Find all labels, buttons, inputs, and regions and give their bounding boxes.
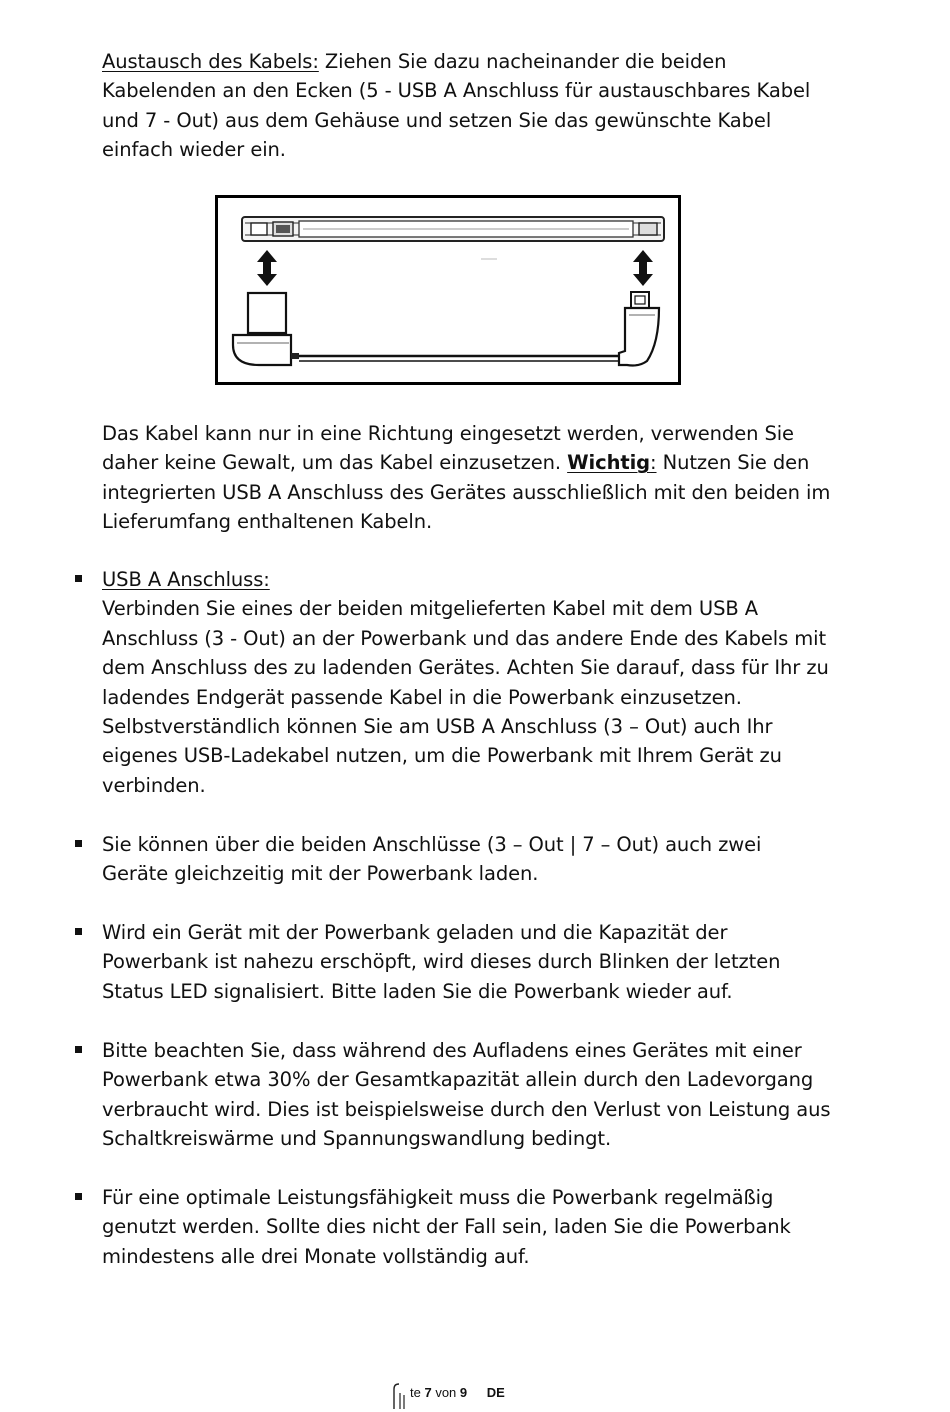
maintenance-text: Für eine optimale Leistungsfähigkeit muss die Powerbank regelmäßig genutzt werden. Sollte dies nicht der Fall sein, laden Sie die Powerbank mindestens alle drei Monate vollständig auf. [102, 1186, 791, 1268]
list-item-low-capacity [102, 918, 832, 1006]
list-item-usb-a [102, 565, 832, 800]
direction-note-paragraph [102, 419, 832, 537]
bullet-marker [75, 575, 82, 582]
bullet-marker [75, 840, 82, 847]
bullet-marker [75, 1046, 82, 1053]
cable-exchange-heading: Austausch des Kabels: [102, 50, 319, 73]
cable-exchange-paragraph [102, 47, 832, 165]
usb-a-text: Verbinden Sie eines der beiden mitgelieferten Kabel mit dem USB A Anschluss (3 - Out) an der Powerbank und das andere Ende des Kabels mit dem Anschluss des zu ladenden Gerätes. Achten Sie darauf, dass für Ihr zu ladendes Endgerät passende Kabel in die Powerbank einzusetzen. Selbstverständlich können Sie am USB A Anschluss (3 – Out) auch Ihr eigenes USB-Ladekabel nutzen, um die Powerbank mit Ihrem Gerät zu verbinden. [102, 597, 829, 797]
list-item-maintenance [102, 1183, 832, 1271]
note-text-before: Das Kabel kann nur in eine Richtung eingesetzt werden, verwenden Sie daher keine Gewalt, um das Kabel einzusetzen. [102, 422, 794, 475]
cable-exchange-text: Ziehen Sie dazu nacheinander die beiden Kabelenden an den Ecken (5 - USB A Anschluss für austauschbares Kabel und 7 - Out) aus dem Gehäuse und setzen Sie das gewünschte Kabel einfach wieder ein. [102, 50, 811, 162]
footer-of-label: von [435, 1385, 457, 1400]
usb-a-heading: USB A Anschluss: [102, 568, 270, 591]
important-label: Wichtig [567, 451, 651, 475]
low-capacity-text: Wird ein Gerät mit der Powerbank geladen und die Kapazität der Powerbank ist nahezu erschöpft, wird dieses durch Blinken der letzten Status LED signalisiert. Bitte laden Sie die Powerbank wieder auf. [102, 921, 781, 1003]
bullet-marker [75, 928, 82, 935]
list-item-efficiency [102, 1036, 832, 1154]
page-marker-icon [392, 1383, 408, 1409]
footer-language: DE [486, 1385, 505, 1400]
footer-total-pages: 9 [459, 1385, 468, 1400]
footer-page-number: 7 [424, 1385, 432, 1400]
bullet-marker [75, 1193, 82, 1200]
list-item-two-devices [102, 830, 832, 889]
two-devices-text: Sie können über die beiden Anschlüsse (3 – Out | 7 – Out) auch zwei Geräte gleichzeitig mit der Powerbank laden. [102, 833, 762, 886]
important-colon: : [650, 451, 657, 475]
note-text-after: Nutzen Sie den integrierten USB A Anschluss des Gerätes ausschließlich mit den beiden im Lieferumfang enthaltenen Kabeln. [102, 451, 831, 534]
page-footer [392, 1383, 505, 1409]
cable-replacement-figure [215, 195, 681, 385]
footer-prefix: te [410, 1385, 421, 1400]
efficiency-text: Bitte beachten Sie, dass während des Aufladens eines Gerätes mit einer Powerbank etwa 30% der Gesamtkapazität allein durch den Ladevorgang verbraucht wird. Dies ist beispielsweise durch den Verlust von Leistung aus Schaltkreiswärme und Spannungswandlung bedingt. [102, 1039, 831, 1151]
